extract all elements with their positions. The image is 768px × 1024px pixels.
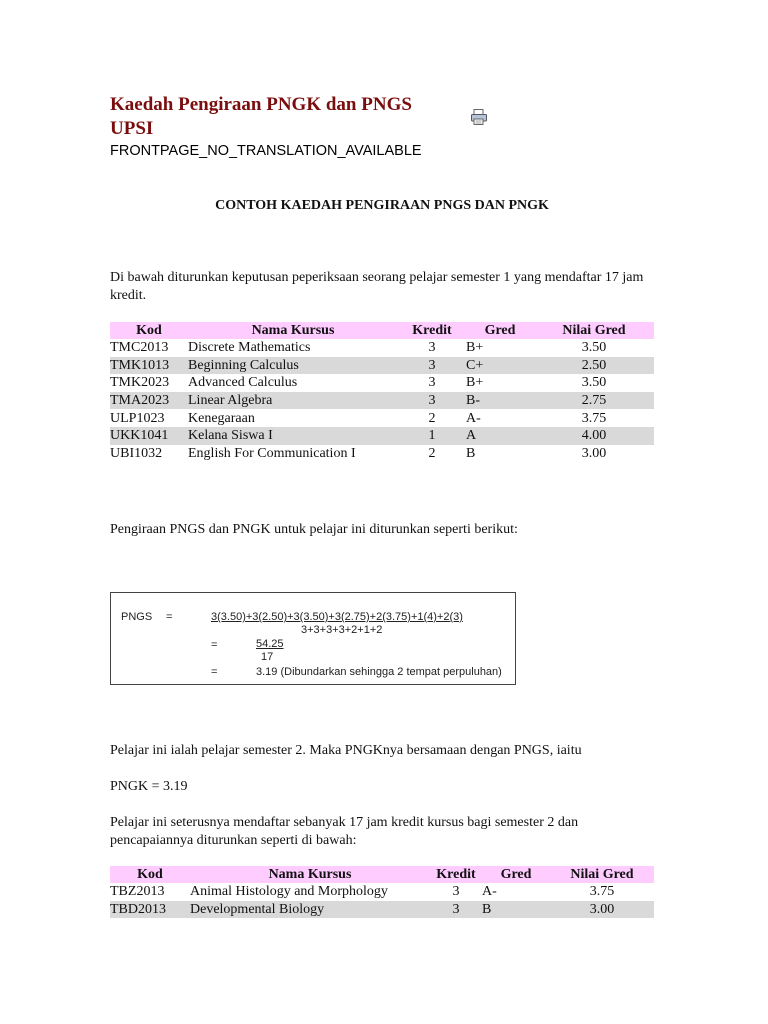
header-nilai: Nilai Gred bbox=[534, 322, 654, 339]
cell-kredit: 3 bbox=[452, 884, 460, 900]
table-row bbox=[110, 392, 654, 410]
cell-kredit: 3 bbox=[428, 375, 436, 391]
cell-gred: B+ bbox=[466, 375, 484, 391]
semester1-table bbox=[110, 322, 654, 462]
header-kod: Kod bbox=[110, 322, 188, 339]
formula-equals-3: = bbox=[211, 666, 218, 678]
cell-nama: English For Communication I bbox=[188, 445, 356, 461]
cell-nilai: 4.00 bbox=[534, 427, 654, 445]
table-row bbox=[110, 374, 654, 392]
page-title: Kaedah Pengiraan PNGK dan PNGS UPSI bbox=[110, 94, 412, 139]
semester2-text: Pelajar ini ialah pelajar semester 2. Maka PNGKnya bersamaan dengan PNGS, iaitu bbox=[110, 743, 582, 758]
cell-nilai: 2.50 bbox=[534, 357, 654, 375]
cell-nilai: 3.00 bbox=[550, 901, 654, 919]
pngk-result: PNGK = 3.19 bbox=[110, 779, 188, 794]
cell-kod: TMK2023 bbox=[110, 375, 170, 391]
section-heading: CONTOH KAEDAH PENGIRAAN PNGS DAN PNGK bbox=[215, 198, 549, 213]
cell-kod: TBZ2013 bbox=[110, 884, 165, 900]
formula-credits: 17 bbox=[261, 651, 274, 663]
cell-gred: B+ bbox=[466, 340, 484, 356]
cell-kredit: 3 bbox=[428, 340, 436, 356]
cell-kredit: 2 bbox=[428, 410, 436, 426]
formula-sum: 54.25 bbox=[256, 638, 284, 650]
cell-gred: B- bbox=[466, 392, 534, 410]
semester2-table bbox=[110, 866, 654, 918]
cell-kod: ULP1023 bbox=[110, 410, 165, 426]
header-gred: Gred bbox=[466, 322, 534, 339]
cell-nama: Advanced Calculus bbox=[188, 375, 298, 391]
cell-kredit: 1 bbox=[398, 427, 466, 445]
table-row bbox=[110, 445, 654, 463]
cell-gred: A bbox=[466, 427, 534, 445]
header-kredit: Kredit bbox=[398, 322, 466, 339]
table-row bbox=[110, 357, 654, 375]
cell-nama: Kenegaraan bbox=[188, 410, 255, 426]
cell-nama: Beginning Calculus bbox=[188, 357, 398, 375]
table-row bbox=[110, 427, 654, 445]
cell-nama: Discrete Mathematics bbox=[188, 340, 311, 356]
cell-nama: Linear Algebra bbox=[188, 392, 398, 410]
cell-nilai: 3.50 bbox=[581, 375, 607, 391]
table-row bbox=[110, 339, 654, 357]
cell-kod: UBI1032 bbox=[110, 445, 163, 461]
formula-equals: = bbox=[166, 611, 173, 623]
cell-nilai: 3.75 bbox=[589, 884, 615, 900]
header-nama: Nama Kursus bbox=[188, 322, 398, 339]
table-row bbox=[110, 883, 654, 901]
cell-kod: TMA2023 bbox=[110, 392, 188, 410]
formula-denominator: 3+3+3+3+2+1+2 bbox=[301, 624, 383, 636]
intro-text: Di bawah diturunkan keputusan peperiksaan seorang pelajar semester 1 yang mendaftar 17 jam kredit. bbox=[110, 270, 644, 303]
cell-kod: TMK1013 bbox=[110, 357, 188, 375]
cell-nama: Kelana Siswa I bbox=[188, 427, 398, 445]
cell-gred: A- bbox=[482, 884, 497, 900]
pngs-formula-box bbox=[110, 592, 516, 685]
cell-kredit: 2 bbox=[428, 445, 436, 461]
page-subtitle: FRONTPAGE_NO_TRANSLATION_AVAILABLE bbox=[110, 143, 422, 159]
header-nama: Nama Kursus bbox=[190, 866, 430, 883]
cell-gred: B bbox=[482, 901, 550, 919]
next-semester-text: Pelajar ini seterusnya mendaftar sebanyak 17 jam kredit kursus bagi semester 2 dan pencapaiannya diturunkan seperti di bawah: bbox=[110, 815, 579, 848]
cell-gred: C+ bbox=[466, 357, 534, 375]
cell-gred: A- bbox=[466, 410, 481, 426]
calc-intro-text: Pengiraan PNGS dan PNGK untuk pelajar ini diturunkan seperti berikut: bbox=[110, 522, 518, 537]
header-kredit: Kredit bbox=[430, 866, 482, 883]
cell-nilai: 3.75 bbox=[581, 410, 607, 426]
cell-nilai: 3.50 bbox=[581, 340, 607, 356]
formula-equals-2: = bbox=[211, 639, 218, 651]
header-kod: Kod bbox=[110, 866, 190, 883]
cell-nama: Animal Histology and Morphology bbox=[190, 884, 388, 900]
formula-result: 3.19 (Dibundarkan sehingga 2 tempat perpuluhan) bbox=[256, 666, 502, 678]
cell-kredit: 3 bbox=[398, 392, 466, 410]
cell-kredit: 3 bbox=[398, 357, 466, 375]
table-header-row bbox=[110, 322, 654, 339]
cell-nilai: 2.75 bbox=[534, 392, 654, 410]
cell-nama: Developmental Biology bbox=[190, 901, 430, 919]
header-gred: Gred bbox=[482, 866, 550, 883]
cell-kredit: 3 bbox=[430, 901, 482, 919]
printer-icon[interactable] bbox=[470, 108, 488, 126]
formula-numerator: 3(3.50)+3(2.50)+3(3.50)+3(2.75)+2(3.75)+1(4)+2(3) bbox=[211, 611, 463, 623]
cell-kod: TBD2013 bbox=[110, 901, 190, 919]
cell-kod: TMC2013 bbox=[110, 340, 169, 356]
cell-gred: B bbox=[466, 445, 476, 461]
cell-kod: UKK1041 bbox=[110, 427, 188, 445]
table-row bbox=[110, 409, 654, 427]
table-header-row bbox=[110, 866, 654, 883]
formula-label: PNGS bbox=[121, 611, 153, 623]
table-row bbox=[110, 901, 654, 919]
cell-nilai: 3.00 bbox=[581, 445, 607, 461]
header-nilai: Nilai Gred bbox=[550, 866, 654, 883]
